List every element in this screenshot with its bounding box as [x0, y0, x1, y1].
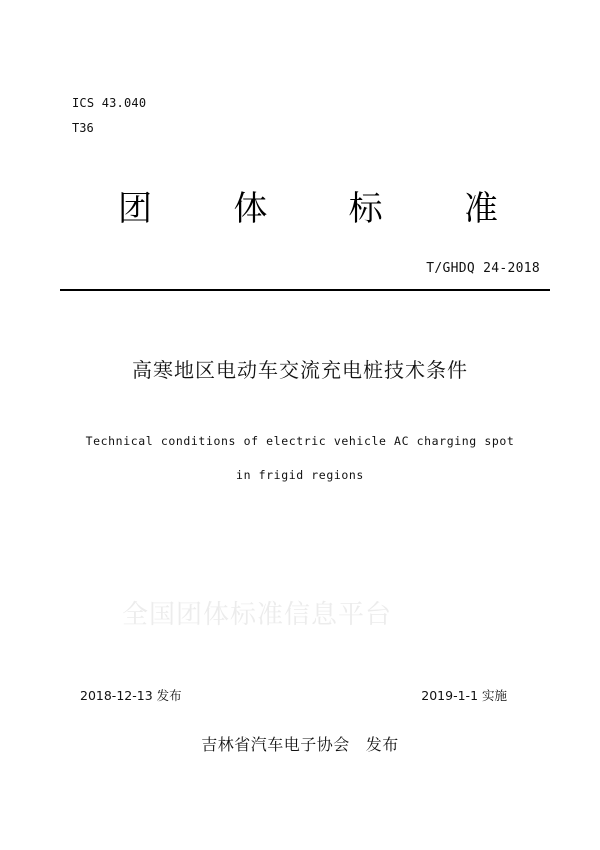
header-divider — [60, 289, 550, 291]
standard-type-char-3: 标 — [348, 189, 383, 229]
publisher-name: 吉林省汽车电子协会 — [201, 735, 350, 754]
title-english-line2: in frigid regions — [236, 468, 364, 482]
publish-date: 2018-12-13 发布 — [80, 688, 182, 703]
publisher-line — [0, 732, 600, 755]
watermark: 全国团体标准信息平台 — [122, 600, 393, 630]
standard-type-char-2: 体 — [233, 189, 268, 229]
standard-code: T/GHDQ 24-2018 — [426, 261, 540, 276]
implementation-date: 2019-1-1 实施 — [421, 688, 507, 703]
publisher-action: 发布 — [365, 735, 399, 754]
title-english-line1: Technical conditions of electric vehicle AC charging spot — [85, 434, 515, 448]
standard-type-char-1: 团 — [118, 189, 152, 229]
ics-code: ICS 43.040 — [72, 96, 147, 110]
standard-type-char-4: 准 — [463, 189, 498, 229]
title-chinese: 高寒地区电动车交流充电桩技术条件 — [132, 358, 468, 382]
classification-code: T36 — [72, 121, 94, 135]
standard-type-heading — [118, 186, 498, 232]
